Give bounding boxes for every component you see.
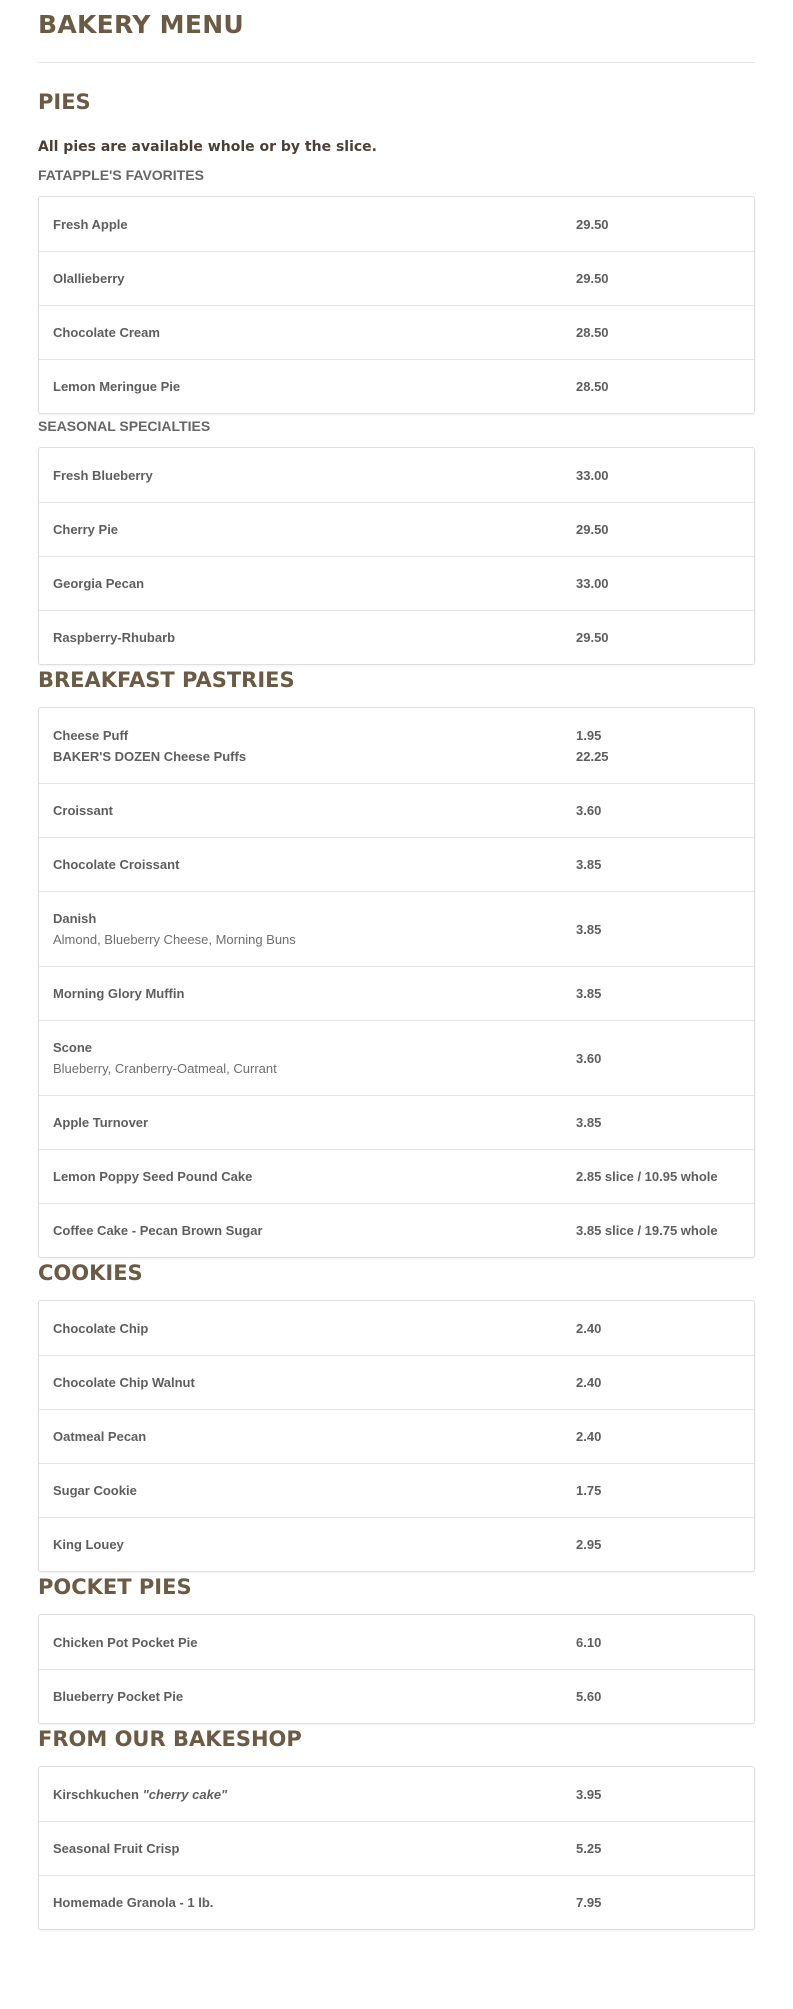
table-row — [39, 1355, 754, 1409]
item-name: Scone — [53, 1040, 93, 1055]
item-name: Lemon Poppy Seed Pound Cake — [53, 1169, 253, 1184]
item-price: 3.85 — [576, 857, 602, 872]
item-price: 2.85 slice / 10.95 whole — [576, 1169, 718, 1184]
subheading-seasonal: SEASONAL SPECIALTIES — [38, 418, 211, 434]
item-price: 3.85 slice / 19.75 whole — [576, 1223, 718, 1238]
item-name: Homemade Granola - 1 lb. — [53, 1895, 214, 1910]
table-row — [39, 891, 754, 966]
table-row — [39, 556, 754, 610]
item-name — [53, 1784, 576, 1805]
table-bakeshop — [38, 1766, 755, 1930]
item-name: Cherry Pie — [53, 522, 119, 537]
item-name: Apple Turnover — [53, 1115, 149, 1130]
item-name: Lemon Meringue Pie — [53, 379, 181, 394]
item-name: Oatmeal Pecan — [53, 1429, 147, 1444]
item-price: 28.50 — [576, 325, 609, 340]
item-name: Coffee Cake - Pecan Brown Sugar — [53, 1223, 263, 1238]
item-price: 2.40 — [576, 1429, 602, 1444]
table-row — [39, 1517, 754, 1571]
item-name: Sugar Cookie — [53, 1483, 137, 1498]
table-row — [39, 1875, 754, 1929]
item-price: 3.85 — [576, 921, 602, 937]
item-name: Cheese Puff — [53, 727, 129, 743]
table-row — [39, 837, 754, 891]
item-name: Croissant — [53, 803, 113, 818]
item-name: Blueberry Pocket Pie — [53, 1689, 184, 1704]
table-row — [39, 1095, 754, 1149]
item-description: Blueberry, Cranberry-Oatmeal, Currant — [53, 1061, 277, 1076]
item-name: Chocolate Croissant — [53, 857, 180, 872]
item-price: 29.50 — [576, 522, 609, 537]
item-price: 29.50 — [576, 216, 609, 232]
section-title-bakeshop: FROM OUR BAKESHOP — [38, 1727, 302, 1751]
item-price: 3.60 — [576, 803, 602, 818]
item-name: Chocolate Chip Walnut — [53, 1375, 195, 1390]
table-row — [39, 1463, 754, 1517]
item-price-secondary: 22.25 — [576, 748, 609, 764]
item-name: Chocolate Cream — [53, 325, 160, 340]
item-price: 29.50 — [576, 630, 609, 645]
item-price: 5.25 — [576, 1841, 602, 1856]
item-name: Morning Glory Muffin — [53, 986, 185, 1001]
item-price: 5.60 — [576, 1689, 602, 1704]
item-name: Chicken Pot Pocket Pie — [53, 1634, 198, 1650]
item-name: Fresh Apple — [53, 216, 128, 232]
item-price: 33.00 — [576, 467, 609, 483]
item-price: 28.50 — [576, 379, 609, 394]
subheading-favorites: FATAPPLE'S FAVORITES — [38, 167, 204, 183]
item-price: 3.85 — [576, 986, 602, 1001]
item-name: Chocolate Chip — [53, 1320, 149, 1336]
item-name: Fresh Blueberry — [53, 467, 153, 483]
item-price: 7.95 — [576, 1895, 602, 1910]
item-name-secondary: BAKER'S DOZEN Cheese Puffs — [53, 748, 247, 764]
table-row — [39, 251, 754, 305]
pies-note: All pies are available whole or by the slice. — [38, 139, 377, 155]
item-name-text: Kirschkuchen — [53, 1786, 139, 1802]
table-row — [39, 1020, 754, 1095]
table-row — [39, 197, 754, 251]
table-row — [39, 1149, 754, 1203]
table-row — [39, 708, 754, 783]
table-row — [39, 783, 754, 837]
title-divider — [38, 62, 755, 63]
item-price: 29.50 — [576, 271, 609, 286]
item-price: 2.95 — [576, 1537, 602, 1552]
table-row — [39, 966, 754, 1020]
table-row — [39, 448, 754, 502]
table-row — [39, 305, 754, 359]
page-title: BAKERY MENU — [38, 10, 245, 39]
table-row — [39, 1821, 754, 1875]
table-row — [39, 502, 754, 556]
table-row — [39, 1203, 754, 1257]
table-row — [39, 359, 754, 413]
table-row — [39, 1615, 754, 1669]
item-name: King Louey — [53, 1537, 124, 1552]
table-pocket-pies — [38, 1614, 755, 1724]
item-price: 1.95 — [576, 727, 602, 743]
section-title-pies: PIES — [38, 90, 91, 114]
item-name: Georgia Pecan — [53, 576, 145, 591]
item-price: 6.10 — [576, 1634, 602, 1650]
item-name: Seasonal Fruit Crisp — [53, 1841, 180, 1856]
item-price: 3.85 — [576, 1115, 602, 1130]
table-row — [39, 610, 754, 664]
item-name: Danish — [53, 911, 97, 926]
item-name-italic: "cherry cake" — [142, 1786, 228, 1802]
item-price: 2.40 — [576, 1320, 602, 1336]
section-title-breakfast: BREAKFAST PASTRIES — [38, 668, 295, 692]
item-price: 1.75 — [576, 1483, 602, 1498]
item-price: 3.60 — [576, 1050, 602, 1066]
table-favorites — [38, 196, 755, 414]
item-name: Olallieberry — [53, 271, 125, 286]
table-cookies — [38, 1300, 755, 1572]
section-title-pocket-pies: POCKET PIES — [38, 1575, 192, 1599]
item-name: Raspberry-Rhubarb — [53, 630, 176, 645]
item-description: Almond, Blueberry Cheese, Morning Buns — [53, 932, 296, 947]
table-seasonal — [38, 447, 755, 665]
item-price: 33.00 — [576, 576, 609, 591]
table-row — [39, 1301, 754, 1355]
table-row — [39, 1669, 754, 1723]
section-title-cookies: COOKIES — [38, 1261, 143, 1285]
table-breakfast — [38, 707, 755, 1258]
table-row — [39, 1767, 754, 1821]
item-price: 2.40 — [576, 1375, 602, 1390]
item-price: 3.95 — [576, 1786, 602, 1802]
table-row — [39, 1409, 754, 1463]
